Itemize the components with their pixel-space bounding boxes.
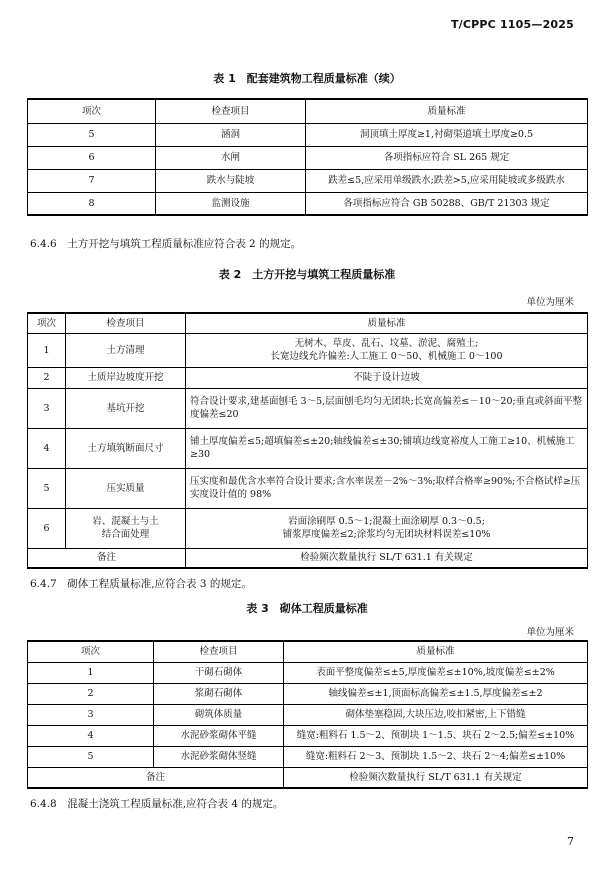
- table-cell: 水泥砂浆砌体平缝: [154, 725, 284, 746]
- table-cell: 符合设计要求,建基面刨毛 3～5,层面刨毛均匀无团块;长宽高偏差≤－10～20;垂直或斜面平整度偏差≤20: [186, 388, 588, 428]
- table-row: [28, 123, 588, 146]
- table2-header-cell: 检查项目: [66, 313, 186, 333]
- table-cell: 干砌石砌体: [154, 662, 284, 683]
- table3: [27, 640, 588, 789]
- clause-6-4-6: 6.4.6 土方开挖与填筑工程质量标准应符合表 2 的规定。: [30, 238, 302, 250]
- table-cell: 6: [28, 508, 66, 548]
- table-cell: 缝宽:粗料石 1.5～2、预制块 1～1.5、块石 2～2.5;偏差≤±10%: [284, 725, 588, 746]
- table-cell: 表面平整度偏差≤±5,厚度偏差≤±10%,坡度偏差≤±2%: [284, 662, 588, 683]
- table-cell: 铺土厚度偏差≤5;超填偏差≤±20;轴线偏差≤±30;铺填边线宽裕度人工施工≥10、机械施工≥30: [186, 428, 588, 468]
- table-row: [28, 662, 588, 683]
- table-cell: 2: [28, 367, 66, 388]
- table-cell: 浆砌石砌体: [154, 683, 284, 704]
- table-cell: 2: [28, 683, 154, 704]
- table-row: [28, 508, 588, 548]
- table3-header-cell: 项次: [28, 641, 154, 662]
- table-row: [28, 169, 588, 192]
- table-cell: 4: [28, 725, 154, 746]
- table-note-text: 检验频次数量执行 SL/T 631.1 有关规定: [186, 548, 588, 568]
- table1-header-cell: 检查项目: [156, 99, 306, 123]
- table2-unit: 单位为厘米: [526, 297, 574, 308]
- table-note-text: 检验频次数量执行 SL/T 631.1 有关规定: [284, 767, 588, 788]
- table-note-label: 备注: [28, 767, 284, 788]
- table-row: [28, 428, 588, 468]
- table2-header-row: [28, 313, 588, 333]
- table2-header-cell: 质量标准: [186, 313, 588, 333]
- table-cell: 各项指标应符合 GB 50288、GB/T 21303 规定: [306, 192, 588, 215]
- table-cell: 跌水与陡坡: [156, 169, 306, 192]
- table-cell: 无树木、草皮、乱石、坟墓、淤泥、腐殖土; 长宽边线允许偏差:人工施工 0～50、机械施工 0～100: [186, 333, 588, 367]
- table-cell: 涵洞: [156, 123, 306, 146]
- table-cell: 土方填筑断面尺寸: [66, 428, 186, 468]
- table1: [27, 98, 588, 216]
- table-cell: 跌差≤5,应采用单级跌水;跌差>5,应采用陡坡或多级跌水: [306, 169, 588, 192]
- table-cell: 7: [28, 169, 156, 192]
- table-row: [28, 746, 588, 767]
- table-cell: 水泥砂浆砌体竖缝: [154, 746, 284, 767]
- table2-header-cell: 项次: [28, 313, 66, 333]
- table-cell: 5: [28, 746, 154, 767]
- clause-6-4-8: 6.4.8 混凝土浇筑工程质量标准,应符合表 4 的规定。: [30, 798, 284, 810]
- table-cell: 缝宽:粗料石 2～3、预制块 1.5～2、块石 2～4;偏差≤±10%: [284, 746, 588, 767]
- table2-title: 表 2 土方开挖与填筑工程质量标准: [218, 268, 396, 281]
- table-note-row: [28, 548, 588, 568]
- table-note-row: [28, 767, 588, 788]
- table-cell: 土方清理: [66, 333, 186, 367]
- table-cell: 4: [28, 428, 66, 468]
- table-cell: 3: [28, 388, 66, 428]
- table-cell: 砌筑体质量: [154, 704, 284, 725]
- table-cell: 压实质量: [66, 468, 186, 508]
- table2: [27, 312, 588, 569]
- table-row: [28, 468, 588, 508]
- table-row: [28, 192, 588, 215]
- table-cell: 洞顶填土厚度≥1,衬砌渠道填土厚度≥0.5: [306, 123, 588, 146]
- table-cell: 土质岸边坡度开挖: [66, 367, 186, 388]
- table-cell: 不陡于设计边坡: [186, 367, 588, 388]
- table-row: [28, 683, 588, 704]
- table-row: [28, 146, 588, 169]
- table-row: [28, 333, 588, 367]
- table-note-label: 备注: [28, 548, 186, 568]
- table3-header-row: [28, 641, 588, 662]
- table1-header-row: [28, 99, 588, 123]
- table-cell: 轴线偏差≤±1,顶面标高偏差≤±1.5,厚度偏差≤±2: [284, 683, 588, 704]
- table-cell: 5: [28, 468, 66, 508]
- table3-title: 表 3 砌体工程质量标准: [246, 602, 368, 615]
- table-row: [28, 367, 588, 388]
- table-cell: 基坑开挖: [66, 388, 186, 428]
- table3-header-cell: 检查项目: [154, 641, 284, 662]
- table1-header-cell: 项次: [28, 99, 156, 123]
- table-cell: 岩面涂刷厚 0.5～1;混凝土面涂刷厚 0.3～0.5; 铺浆厚度偏差≤2;涂浆均匀无团块材料误差≤10%: [186, 508, 588, 548]
- table-row: [28, 704, 588, 725]
- table1-header-cell: 质量标准: [306, 99, 588, 123]
- table-cell: 6: [28, 146, 156, 169]
- table-cell: 3: [28, 704, 154, 725]
- table-cell: 砌体垫塞稳固,大块压边,咬扣紧密,上下错缝: [284, 704, 588, 725]
- table-cell: 5: [28, 123, 156, 146]
- table-cell: 监测设施: [156, 192, 306, 215]
- table3-unit: 单位为厘米: [526, 627, 574, 638]
- table-cell: 1: [28, 662, 154, 683]
- table-cell: 1: [28, 333, 66, 367]
- table1-title: 表 1 配套建筑物工程质量标准（续）: [213, 72, 401, 85]
- clause-6-4-7: 6.4.7 砌体工程质量标准,应符合表 3 的规定。: [30, 578, 252, 590]
- table-cell: 8: [28, 192, 156, 215]
- table-row: [28, 388, 588, 428]
- table-cell: 各项指标应符合 SL 265 规定: [306, 146, 588, 169]
- table-cell: 岩、混凝土与土 结合面处理: [66, 508, 186, 548]
- table-cell: 压实度和最优含水率符合设计要求;含水率误差－2%～3%;取样合格率≥90%;不合格试样≥压实度设计值的 98%: [186, 468, 588, 508]
- table-row: [28, 725, 588, 746]
- page-number: 7: [567, 835, 574, 848]
- standard-number: T/CPPC 1105—2025: [450, 18, 574, 31]
- table3-header-cell: 质量标准: [284, 641, 588, 662]
- table-cell: 水闸: [156, 146, 306, 169]
